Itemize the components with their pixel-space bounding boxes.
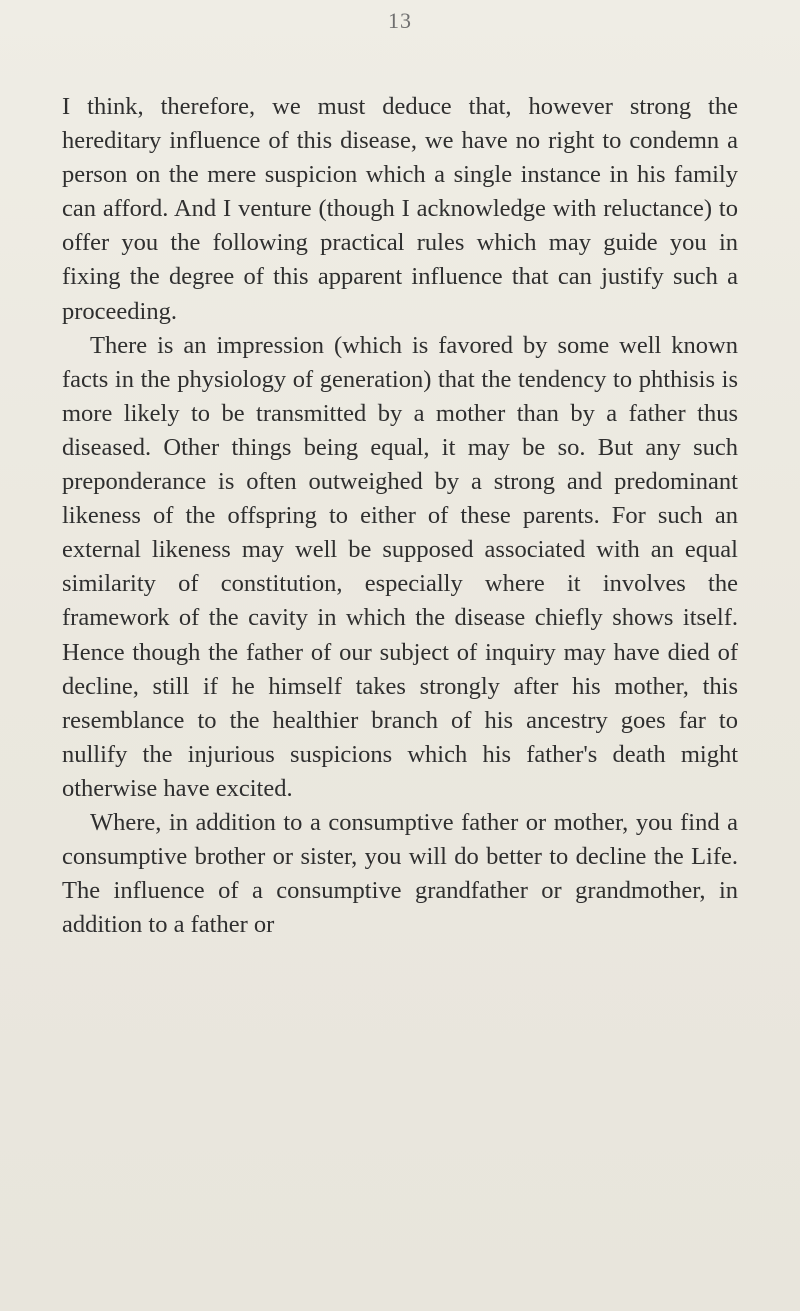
page-number: 13 — [388, 8, 412, 33]
paragraph-2: There is an impression (which is favored by some well known facts in the physiology of generation) that the tendency to phthisis is more likely to be transmitted by a mother than by a father thus diseased. Other things being equal, it may be so. But any such preponderance is often outweighed by a strong and predominant likeness of the offspring to either of these parents. For such an external likeness may well be supposed associated with an equal similarity of constitution, especially where it involves the framework of the cavity in which the disease chiefly shows itself. Hence though the father of our subject of inquiry may have died of decline, still if he himself takes strongly after his mother, this resemblance to the healthier branch of his ancestry goes far to nullify the injurious suspicions which his father's death might otherwise have excited. — [62, 331, 738, 802]
body-text — [62, 90, 738, 942]
paragraph-1: I think, therefore, we must deduce that, however strong the hereditary influence of this disease, we have no right to condemn a person on the mere suspicion which a single instance in his family can afford. And I venture (though I acknowledge with reluctance) to offer you the following practical rules which may guide you in fixing the degree of this apparent influence that can justify such a proceeding. — [62, 93, 738, 325]
paragraph-3: Where, in addition to a consumptive father or mother, you find a consumptive brother or sister, you will do better to decline the Life. The influence of a consumptive grandfather or grandmother, in addition to a father or — [62, 808, 738, 939]
